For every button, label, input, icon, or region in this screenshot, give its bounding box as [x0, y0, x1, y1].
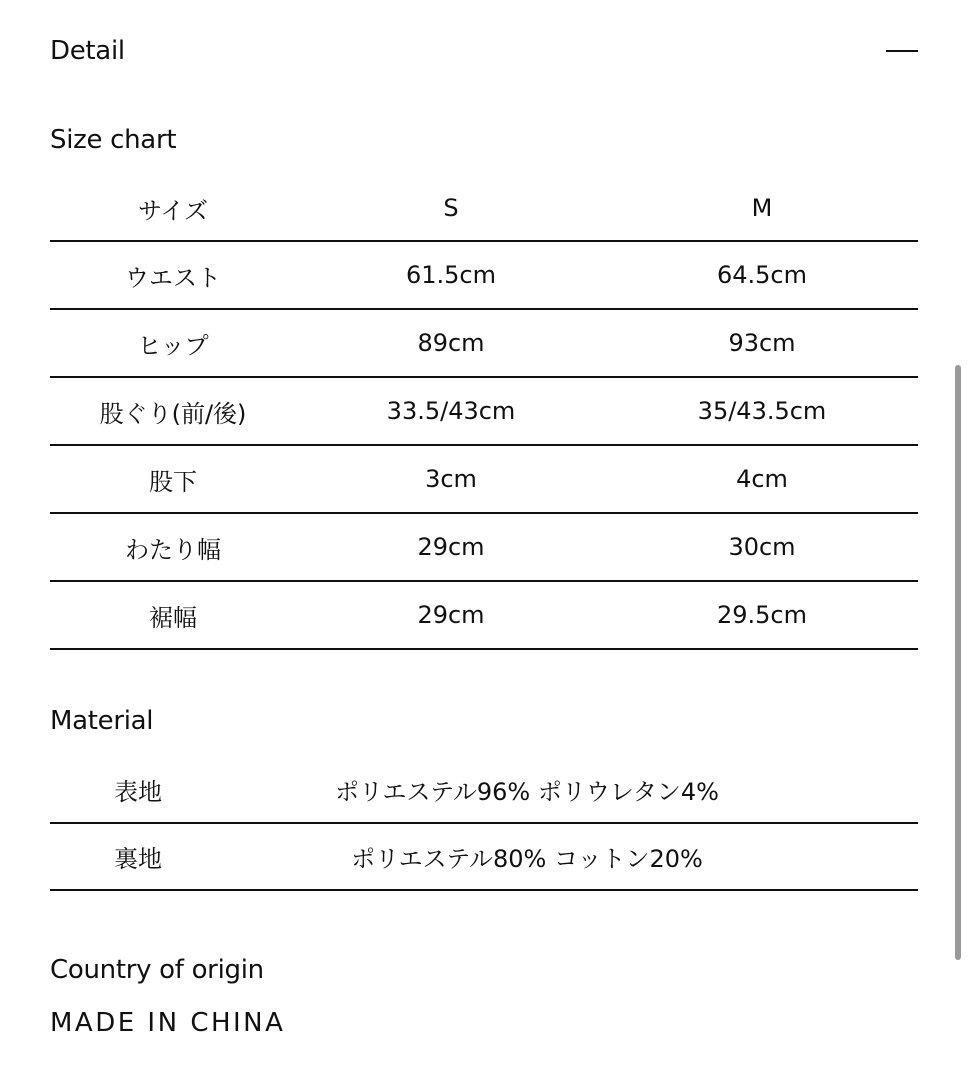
material-title: Material — [50, 706, 154, 736]
row-label: 股ぐり(前/後) — [50, 377, 296, 445]
table-row — [50, 309, 918, 377]
row-label: わたり幅 — [50, 513, 296, 581]
table-row — [50, 377, 918, 445]
detail-title: Detail — [50, 36, 125, 66]
table-row — [50, 581, 918, 649]
size-m-value: 4cm — [606, 445, 918, 513]
size-chart-header-row — [50, 176, 918, 241]
size-m-value: 29.5cm — [606, 581, 918, 649]
table-row — [50, 757, 918, 823]
size-s-value: 29cm — [296, 581, 606, 649]
scrollbar[interactable] — [955, 365, 961, 960]
material-label: 表地 — [50, 757, 230, 823]
material-table — [50, 757, 918, 891]
detail-accordion-header[interactable] — [50, 28, 918, 74]
size-s-value: 61.5cm — [296, 241, 606, 309]
table-row — [50, 513, 918, 581]
size-s-value: 3cm — [296, 445, 606, 513]
origin-title: Country of origin — [50, 955, 264, 985]
size-s-value: 89cm — [296, 309, 606, 377]
size-m-value: 64.5cm — [606, 241, 918, 309]
table-row — [50, 823, 918, 890]
size-header-s: S — [296, 176, 606, 241]
table-row — [50, 241, 918, 309]
size-m-value: 35/43.5cm — [606, 377, 918, 445]
material-value: ポリエステル80% コットン20% — [230, 823, 918, 890]
size-m-value: 93cm — [606, 309, 918, 377]
row-label: ウエスト — [50, 241, 296, 309]
minus-icon[interactable] — [886, 50, 918, 52]
size-m-value: 30cm — [606, 513, 918, 581]
size-chart-table — [50, 176, 918, 650]
material-label: 裏地 — [50, 823, 230, 890]
row-label: 裾幅 — [50, 581, 296, 649]
size-chart-title: Size chart — [50, 125, 177, 155]
size-s-value: 29cm — [296, 513, 606, 581]
size-s-value: 33.5/43cm — [296, 377, 606, 445]
material-value: ポリエステル96% ポリウレタン4% — [230, 757, 918, 823]
size-header-label: サイズ — [50, 176, 296, 241]
size-header-m: M — [606, 176, 918, 241]
origin-value: MADE IN CHINA — [50, 1008, 286, 1038]
row-label: ヒップ — [50, 309, 296, 377]
scrollbar-thumb[interactable] — [955, 365, 961, 960]
table-row — [50, 445, 918, 513]
row-label: 股下 — [50, 445, 296, 513]
